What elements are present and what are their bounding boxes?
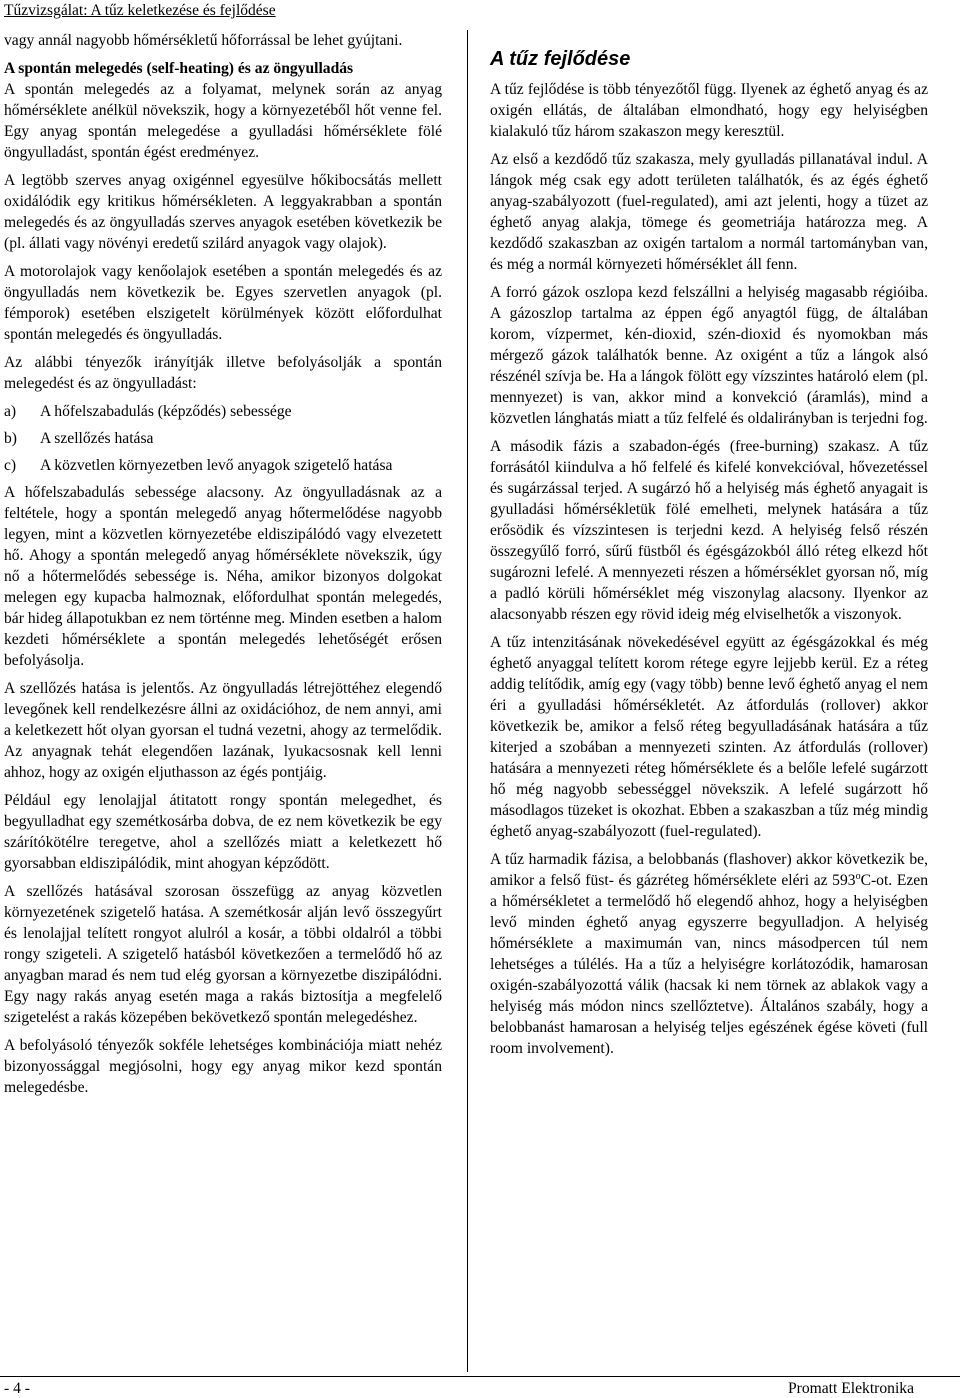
- paragraph: Az első a kezdődő tűz szakasza, mely gyulladás pillanatával indul. A lángok még csak egy adott területen találhatók, és az égés éghető anyag-szabályozott (fuel-regulated), ami azt jelenti, hogy a tüzet az éghető anyag alakja, tömege és geometriája határozza meg. A kezdődő szakaszban az oxigén tartalom a normál tartományban van, és még a normál környezeti hőmérséklet áll fenn.: [490, 151, 928, 273]
- factor-list: [4, 401, 442, 476]
- list-item: [4, 455, 442, 476]
- left-column: [4, 30, 442, 1105]
- paragraph: A szellőzés hatásával szorosan összefügg az anyag közvetlen környezetének szigetelő hatása. A szemétkosár alján levő összegyűrt és lenolajjal telített rongyot alulról a kosár, a többi oldalról a többi rongy szigeteli. A szigetelő hatásból következően a termelődő hő az anyagban marad és nem tud elég gyorsan a környezetbe diszipálódni. Egy nagy rakás anyag esetén maga a rakás biztosítja a megfelelő szigetelést a rakás közepében bekövetkező spontán melegedéshez.: [4, 883, 442, 1026]
- paragraph: A hőfelszabadulás sebessége alacsony. Az öngyulladásnak az a feltétele, hogy a spontán melegedő anyag hőtermelődése nagyobb legyen, mint a közvetlen környezetébe eldiszipálódó vagy elvezetett hő. Ahogy a spontán melegedő anyag hőmérséklete növekszik, úgy nő a hőtermelődés sebessége is. Néha, amikor bizonyos dolgokat melegen egy kupacba halmoznak, előfordulhat spontán melegedés, bár hideg állapotukban ez nem történne meg. Minden esetben a halom kezdeti hőmérséklete a spontán melegedés lehetőségét erősen befolyásolja.: [4, 484, 442, 669]
- paragraph: A szellőzés hatása is jelentős. Az öngyulladás létrejöttéhez elegendő levegőnek kell rendelkezésre állni az oxidációhoz, de nem annyi, ami a keletkezett hőt olyan gyorsan el tudná vezetni, ahogy az termelődik. Az anyagnak tehát elegendően lazának, lyukacsosnak kell lenni ahhoz, hogy az oxigén eljuthasson az égés pontjáig.: [4, 680, 442, 781]
- paragraph-flashover: [490, 849, 928, 1059]
- footer-company: Promatt Elektronika: [787, 1380, 914, 1397]
- footer-divider: [0, 1376, 960, 1377]
- paragraph: A befolyásoló tényezők sokféle lehetséges kombinációja miatt nehéz bizonyossággal megjósolni, hogy egy anyag mikor kezd spontán melegedésbe.: [4, 1037, 442, 1096]
- paragraph: A tűz intenzitásának növekedésével együtt az égésgázokkal és még éghető anyaggal telített korom rétege egyre lejjebb kerül. Ez a réteg addig telítődik, amíg egy (vagy több) benne levő éghető anyag el nem éri a gyulladási hőmérsékletét. Az átfordulás (rollover) akkor következik be, amikor a felső réteg begyulladásának hatására a tűz kiterjed a szobában a mennyezeti szinten. Az átfordulás (rollover) hatására a mennyezeti réteg hőmérséklete és a belőle lefelé sugárzott hő még nagyobb sebességgel növekszik. A lefelé sugárzott hő másodlagos tüzeket is okozhat. Ebben a szakaszban a tűz még mindig éghető anyag-szabályozott (fuel-regulated).: [490, 634, 928, 840]
- paragraph: A motorolajok vagy kenőolajok esetében a spontán melegedés és az öngyulladás nem következik be. Egyes szervetlen anyagok (pl. fémporok) esetében elszigetelt körülmények között előfordulhat spontán melegedés és öngyulladás.: [4, 263, 442, 343]
- column-divider: [467, 30, 468, 1372]
- list-item-text: A hőfelszabadulás (képződés) sebessége: [40, 403, 292, 420]
- running-header: Tűzvizsgálat: A tűz keletkezése és fejlődése: [4, 2, 276, 19]
- list-item-marker: b): [4, 430, 17, 447]
- paragraph: vagy annál nagyobb hőmérsékletű hőforrással be lehet gyújtani.: [4, 32, 403, 49]
- degree-superscript: o: [855, 870, 861, 882]
- list-item: [4, 428, 442, 449]
- paragraph: Az alábbi tényezők irányítják illetve befolyásolják a spontán melegedést és az öngyulladást:: [4, 354, 442, 392]
- right-column: [490, 46, 928, 1066]
- paragraph: A spontán melegedés az a folyamat, melynek során az anyag hőmérséklete anélkül növekszik, hogy a környezetéből hőt venne fel. Egy anyag spontán melegedése a gyulladási hőmérséklete fölé öngyulladást, spontán égést eredményez.: [4, 81, 442, 161]
- paragraph: Például egy lenolajjal átitatott rongy spontán melegedhet, és begyulladhat egy szemétkosárba dobva, de ez nem következik be egy szárítókötélre teregetve, ahol a szellőzés miatt a keletkezett hő gyorsabban eldiszipálódik, mint ahogyan képződött.: [4, 792, 442, 872]
- paragraph: A legtöbb szerves anyag oxigénnel egyesülve hőkibocsátás mellett oxidálódik egy kritikus hőmérsékleten. A leggyakrabban a spontán melegedés és az öngyulladás szerves anyagok esetében következik be (pl. állati vagy növényi eredetű szilárd anyagok vagy olajok).: [4, 172, 442, 252]
- list-item-marker: a): [4, 403, 17, 420]
- section-heading: A tűz fejlődése: [490, 48, 631, 70]
- page-number: - 4 -: [4, 1380, 30, 1397]
- paragraph: A második fázis a szabadon-égés (free-burning) szakasz. A tűz forrásától kiindulva a hő felfelé és kifelé konvekcióval, hővezetéssel és sugárzással terjed. A sugárzó hő a helyiség más éghető anyagait is gyulladási hőmérsékletük fölé emelheti, melynek hatására a tűz erősödik és vízszintesen is terjedni kezd. A helyiség felső részén összegyűlő forró, sűrű füstből és égésgázokból álló réteg elkezd hőt sugározni lefelé. A mennyezeti részen a hőmérséklet gyorsan nő, míg a padló körüli hőmérséklet még viszonylag alacsony. Ilyenkor az alacsonyabb részen egy rövid ideig még elviselhetők a viszonyok.: [490, 438, 928, 623]
- list-item-text: A szellőzés hatása: [40, 430, 154, 447]
- list-item: [4, 401, 442, 422]
- paragraph: A tűz fejlődése is több tényezőtől függ. Ilyenek az éghető anyag és az oxigén ellátás, de általában elmondható, hogy egy helyiségben kialakuló tűz három szakaszon megy keresztül.: [490, 81, 928, 140]
- list-item-marker: c): [4, 457, 17, 474]
- list-item-text: A közvetlen környezetben levő anyagok szigetelő hatása: [40, 457, 393, 474]
- paragraph-text: A tűz harmadik fázisa, a belobbanás (flashover) akkor következik be, amikor a felső füst- és gázréteg hőmérséklete eléri az 593: [490, 851, 928, 889]
- paragraph-text: C-ot. Ezen a hőmérsékletet a termelődő hő elegendő ahhoz, hogy a helyiségben levő minden éghető anyag egyszerre begyulladjon. A helyiség hőmérséklete a maximumán van, nincs másodpercen túl nem lehetséges a túlélés. Ha a tűz a helyiségre korlátozódik, hamarosan oxigén-szabályozottá válik (hacsak ki nem törnek az ablakok vagy a helyiség más módon nincs szellőztetve). Általános szabály, hogy a belobbanást hamarosan a helyiség teljes egészének égése követi (full room involvement).: [490, 872, 929, 1057]
- section-subheading: A spontán melegedés (self-heating) és az öngyulladás: [4, 60, 354, 77]
- paragraph: A forró gázok oszlopa kezd felszállni a helyiség magasabb régióiba. A gázoszlop tartalma az éppen égő anyagtól függ, de általában korom, vízpermet, kén-dioxid, szén-dioxid és nyomokban más mérgező gázok találhatók benne. Az oxigént a tűz a lángok alsó részénél szívja be. Ha a lángok fölött egy vízszintes határoló elem (pl. mennyezet) is van, akkor mind a konvekció (áramlás), mind a közvetlen lánghatás miatt a tűz felfelé és oldalirányban is terjedni fog.: [490, 284, 928, 427]
